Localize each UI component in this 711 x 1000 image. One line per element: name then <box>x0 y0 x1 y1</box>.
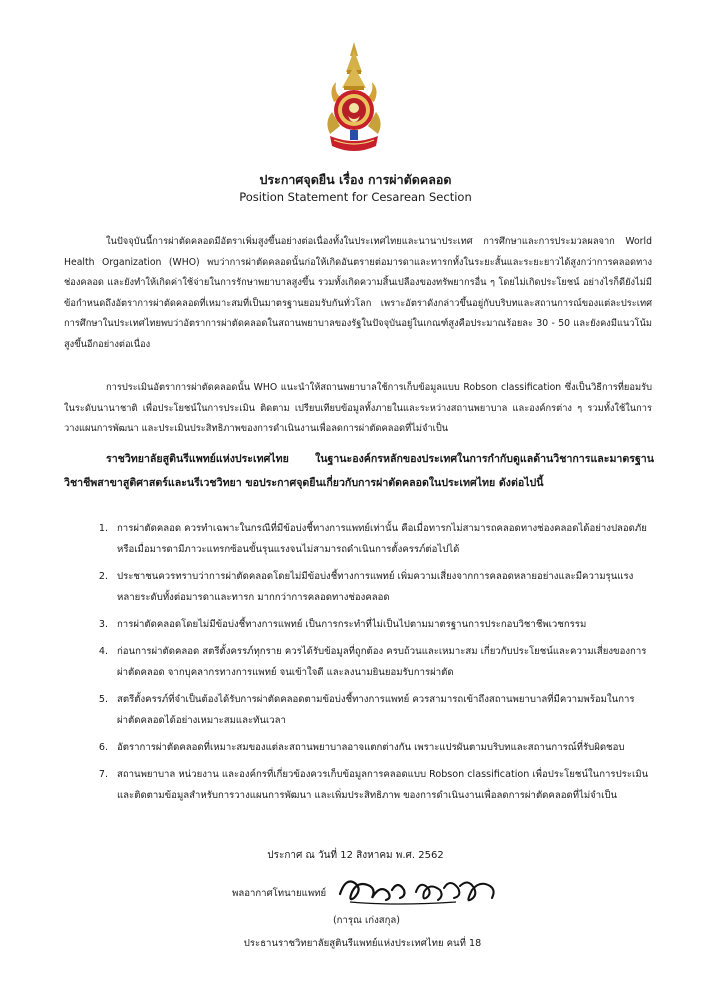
list-item-number: 5. <box>98 694 108 705</box>
list-item-number: 3. <box>98 619 108 630</box>
signer-rank: พลอากาศโทนายแพทย์ <box>232 888 327 899</box>
position-list <box>64 518 654 812</box>
list-item-number: 4. <box>98 646 108 657</box>
list-item-text: อัตราการผ่าตัดคลอดที่เหมาะสมของแต่ละสถานพยาบาลอาจแตกต่างกัน เพราะแปรผันตามบริบทและสถานการณ์ที่รับผิดชอบ <box>117 742 625 753</box>
position-lead-statement: ราชวิทยาลัยสูตินรีแพทย์แห่งประเทศไทย ในฐานะองค์กรหลักของประเทศในการกำกับดูแลด้านวิชาการและมาตรฐานวิชาชีพสาขาสูติศาสตร์และนรีเวชวิทยา ขอประกาศจุดยืนเกี่ยวกับการผ่าตัดคลอดในประเทศไทย ดังต่อไปนี้ <box>64 453 654 489</box>
list-item <box>64 614 654 635</box>
list-item-number: 2. <box>98 571 108 582</box>
handwritten-signature-icon <box>336 872 506 908</box>
signer-name: (การุณ เก่งสกุล) <box>332 915 401 926</box>
list-item <box>64 566 654 608</box>
document-title-thai: ประกาศจุดยืน เรื่อง การผ่าตัดคลอด <box>259 172 452 187</box>
intro-paragraph-1: ในปัจจุบันนี้การผ่าตัดคลอดมีอัตราเพิ่มสูงขึ้นอย่างต่อเนื่องทั้งในประเทศไทยและนานาประเทศ การศึกษาและการประมวลผลจาก World Health Organization (WHO) พบว่าการผ่าตัดคลอดนั้นก่อให้เกิดอันตรายต่อมารดาและทารกทั้งในระยะสั้นและระยะยาวได้สูงกว่าการคลอดทางช่องคลอด และยังทำให้เกิดค่าใช้จ่ายในการรักษาพยาบาลสูงขึ้น รวมทั้งเกิดความสิ้นเปลืองของทรัพยากรอื่น ๆ โดยไม่เกิดประโยชน์ อย่างไรก็ดียังไม่มีข้อกำหนดถึงอัตราการผ่าตัดคลอดที่เหมาะสมที่เป็นมาตรฐานยอมรับกันทั่วโลก เพราะอัตราดังกล่าวขึ้นอยู่กับบริบทและสถานการณ์ของแต่ละประเทศ การศึกษาในประเทศไทยพบว่าอัตราการผ่าตัดคลอดในสถานพยาบาลของรัฐในปัจจุบันอยู่ในเกณฑ์สูงคือประมาณร้อยละ 30 - 50 และยังคงมีแนวโน้มสูงขึ้นอีกอย่างต่อเนื่อง <box>64 236 652 350</box>
list-item-text: สถานพยาบาล หน่วยงาน และองค์กรที่เกี่ยวข้องควรเก็บข้อมูลการคลอดแบบ Robson classification เพื่อประโยชน์ในการประเมินและติดตามข้อมูลสำหรับการวางแผนการพัฒนา และเพิ่มประสิทธิภาพ ของการดำเนินงานเพื่อลดการผ่าตัดคลอดที่ไม่จำเป็น <box>117 769 649 801</box>
document-title-english: Position Statement for Cesarean Section <box>239 190 472 204</box>
list-item-number: 7. <box>98 769 108 780</box>
list-item <box>64 737 654 758</box>
list-item-text: สตรีตั้งครรภ์ที่จำเป็นต้องได้รับการผ่าตัดคลอดตามข้อบ่งชี้ทางการแพทย์ ควรสามารถเข้าถึงสถานพยาบาลที่มีความพร้อมในการผ่าตัดคลอดได้อย่างเหมาะสมและทันเวลา <box>117 694 635 726</box>
signer-position: ประธานราชวิทยาลัยสูตินรีแพทย์แห่งประเทศไทย คนที่ 18 <box>243 938 482 949</box>
intro-paragraph-2: การประเมินอัตราการผ่าตัดคลอดนั้น WHO แนะนำให้สถานพยาบาลใช้การเก็บข้อมูลแบบ Robson classification ซึ่งเป็นวิธีการที่ยอมรับในระดับนานาชาติ เพื่อประโยชน์ในการประเมิน ติดตาม เปรียบเทียบข้อมูลทั้งภายในและระหว่างสถานพยาบาล และองค์กรต่าง ๆ รวมทั้งใช้ในการวางแผนการพัฒนา และประเมินประสิทธิภาพของการดำเนินงานเพื่อลดการผ่าตัดคลอดที่ไม่จำเป็น <box>64 382 652 434</box>
list-item <box>64 689 654 731</box>
rtcog-seal-icon <box>324 42 384 160</box>
list-item-number: 6. <box>98 742 108 753</box>
list-item <box>64 518 654 560</box>
announcement-date: ประกาศ ณ วันที่ 12 สิงหาคม พ.ศ. 2562 <box>267 850 444 861</box>
list-item-text: การผ่าตัดคลอดโดยไม่มีข้อบ่งชี้ทางการแพทย์ เป็นการกระทำที่ไม่เป็นไปตามมาตรฐานการประกอบวิชาชีพเวชกรรม <box>117 619 587 630</box>
list-item-number: 1. <box>98 523 108 534</box>
list-item-text: ก่อนการผ่าตัดคลอด สตรีตั้งครรภ์ทุกราย ควรได้รับข้อมูลที่ถูกต้อง ครบถ้วนและเหมาะสม เกี่ยวกับประโยชน์และความเสี่ยงของการผ่าตัดคลอด จากบุคลากรทางการแพทย์ จนเข้าใจดี และลงนามยินยอมรับการผ่าตัด <box>117 646 647 678</box>
list-item <box>64 764 654 806</box>
list-item <box>64 641 654 683</box>
list-item-text: ประชาชนควรทราบว่าการผ่าตัดคลอดโดยไม่มีข้อบ่งชี้ทางการแพทย์ เพิ่มความเสี่ยงจากการคลอดหลายอย่างและมีความรุนแรงหลายระดับทั้งต่อมารดาและทารก มากกว่าการคลอดทางช่องคลอด <box>117 571 634 603</box>
list-item-text: การผ่าตัดคลอด ควรทำเฉพาะในกรณีที่มีข้อบ่งชี้ทางการแพทย์เท่านั้น คือเมื่อทารกไม่สามารถคลอดทางช่องคลอดได้อย่างปลอดภัย หรือเมื่อมารดามีภาวะแทรกซ้อนขั้นรุนแรงจนไม่สามารถดำเนินการตั้งครรภ์ต่อไปได้ <box>117 523 647 555</box>
